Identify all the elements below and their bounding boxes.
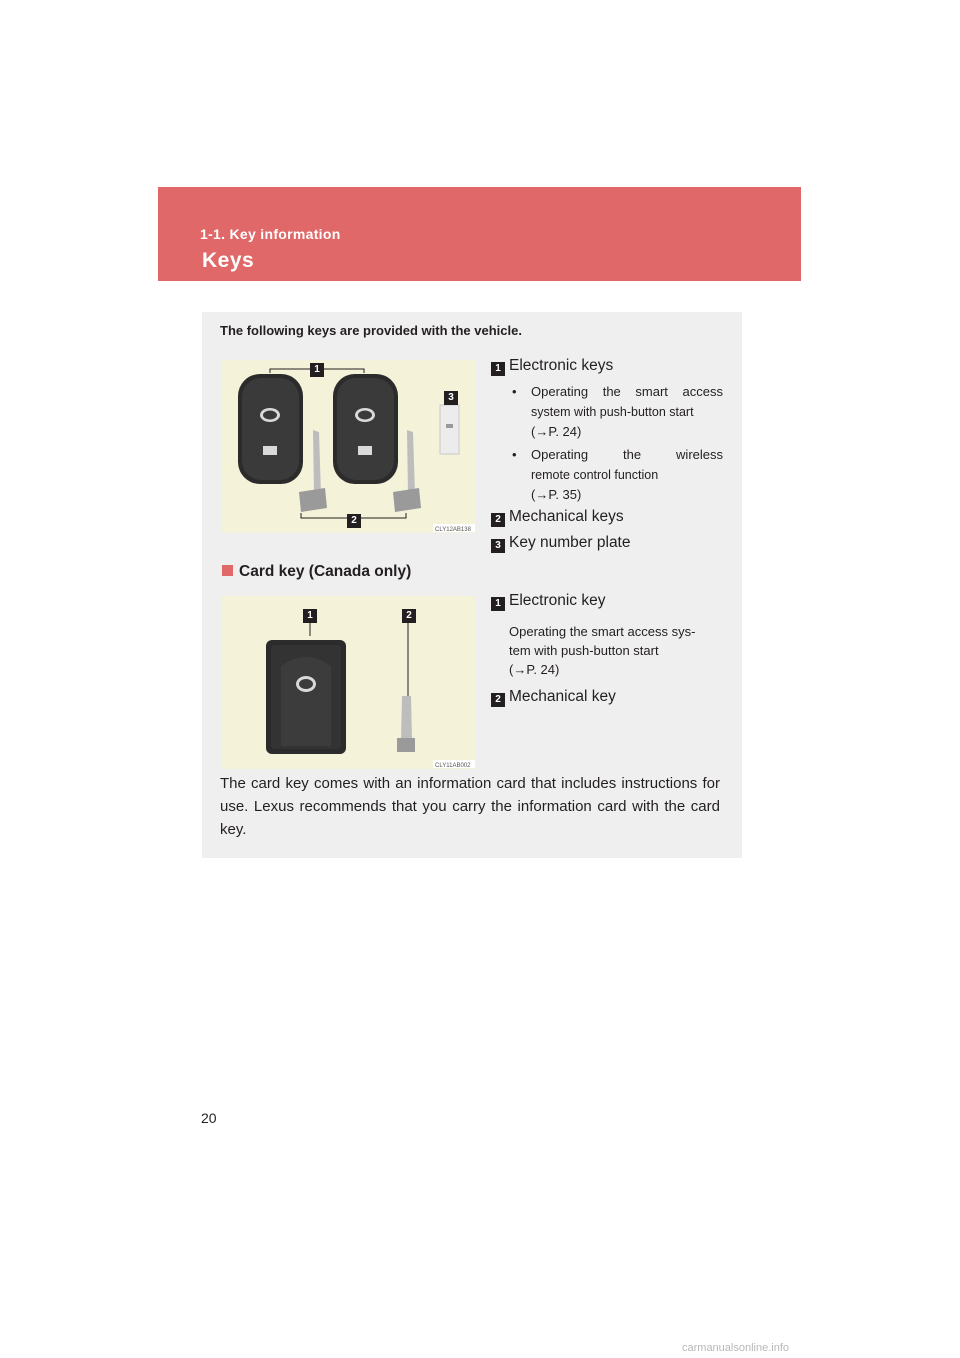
smart-keys-illustration — [221, 360, 476, 533]
card-item-mechanical-key: Mechanical key — [509, 688, 616, 705]
card-item-electronic-key: Electronic key — [509, 592, 606, 609]
intro-text: The following keys are provided with the vehicle. — [220, 323, 522, 338]
callout-1: 1 — [310, 363, 324, 377]
item-mechanical-keys: Mechanical keys — [509, 508, 624, 525]
figure-code: CLY11AB002 — [435, 763, 471, 769]
callout-3: 3 — [444, 391, 458, 405]
bullet-2-ref: (→P. 35) — [531, 487, 582, 502]
callout-2: 2 — [347, 514, 361, 528]
bullet-dot: • — [512, 447, 517, 462]
page-title: Keys — [202, 249, 255, 272]
item-3-badge: 3 — [491, 539, 505, 553]
card-callout-1: 1 — [303, 609, 317, 623]
item-key-number-plate: Key number plate — [509, 534, 631, 551]
item-1-badge: 1 — [491, 362, 505, 376]
card-item-desc-b: tem with push-button start — [509, 643, 659, 658]
card-item-ref: (→P. 24) — [509, 662, 560, 677]
card-key-heading: Card key (Canada only) — [222, 563, 411, 581]
section-label: 1-1. Key information — [200, 226, 341, 242]
bullet-1-line-a: Operating the smart access — [531, 384, 723, 399]
bullet-2-line-a: Operating the wireless — [531, 447, 723, 462]
bullet-1-line-b: system with push-button start — [531, 405, 694, 419]
page-number: 20 — [201, 1110, 217, 1126]
card-item-2-badge: 2 — [491, 693, 505, 707]
item-electronic-keys: Electronic keys — [509, 357, 614, 374]
card-item-1-badge: 1 — [491, 597, 505, 611]
watermark: carmanualsonline.info — [682, 1342, 790, 1354]
card-callout-2: 2 — [402, 609, 416, 623]
card-key-note: The card key comes with an information card that includes instructions for use. Lexus recommends that you carry the information card with the card key. — [220, 775, 720, 838]
square-bullet-icon — [222, 565, 233, 576]
figure-code: CLY12AB138 — [435, 527, 471, 533]
bullet-2-line-b: remote control function — [531, 468, 659, 482]
bullet-1-ref: (→P. 24) — [531, 424, 582, 439]
item-2-badge: 2 — [491, 513, 505, 527]
bullet-dot: • — [512, 384, 517, 399]
card-key-illustration — [221, 596, 476, 769]
card-item-desc-a: Operating the smart access sys- — [509, 624, 696, 639]
